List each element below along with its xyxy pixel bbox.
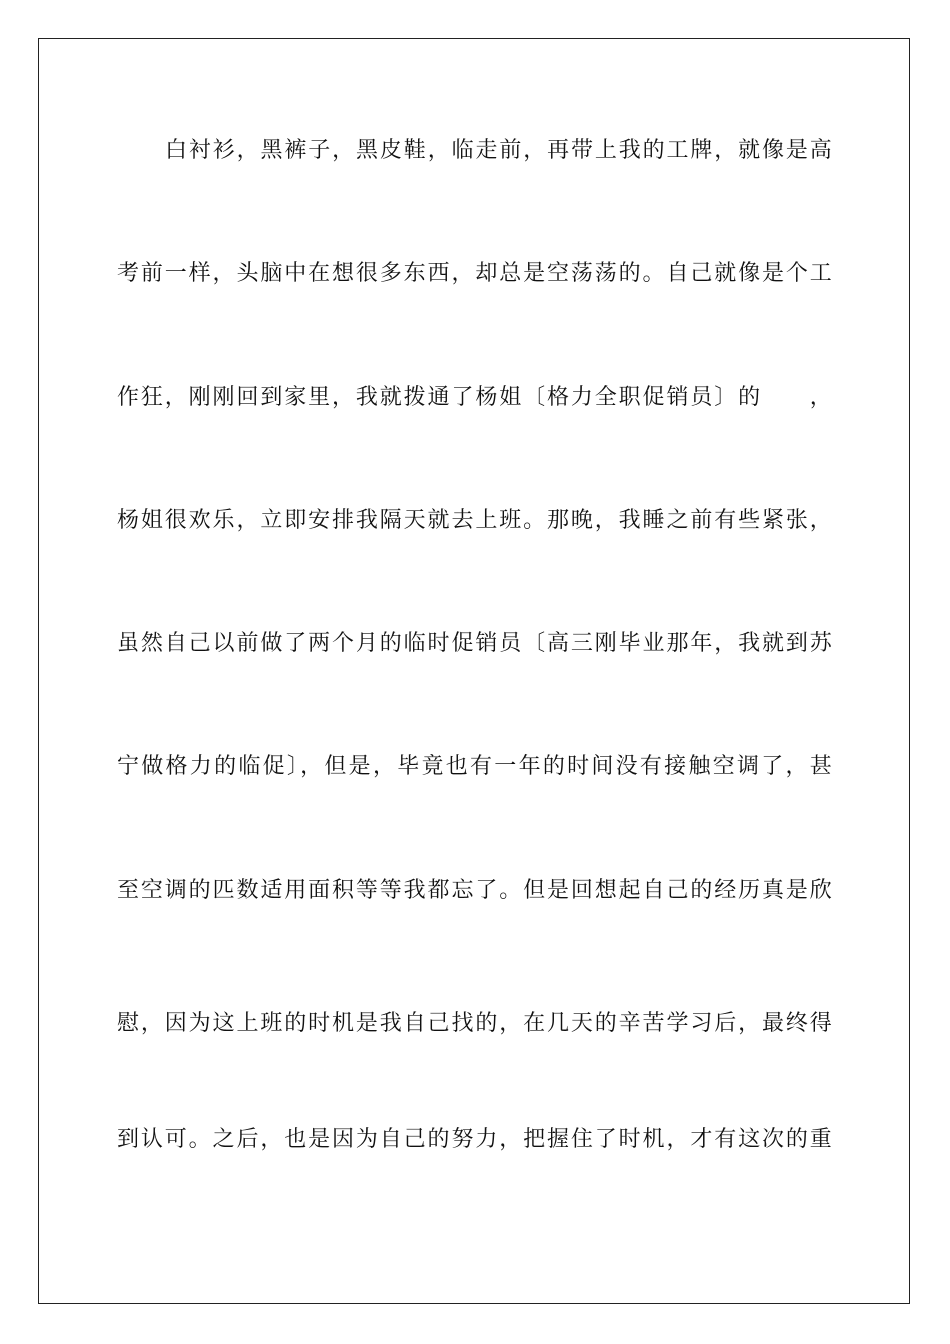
paragraph-line-7: 至空调的匹数适用面积等等我都忘了。但是回想起自己的经历真是欣	[117, 878, 833, 903]
paragraph-line-2: 考前一样，头脑中在想很多东西，却总是空荡荡的。自己就像是个工	[117, 261, 833, 286]
paragraph-line-3: 作狂，刚刚回到家里，我就拨通了杨姐〔格力全职促销员〕的 ，	[117, 385, 833, 410]
paragraph-line-9: 到认可。之后，也是因为自己的努力，把握住了时机，才有这次的重	[117, 1127, 833, 1152]
paragraph-line-5: 虽然自己以前做了两个月的临时促销员〔高三刚毕业那年，我就到苏	[117, 631, 833, 656]
paragraph-line-4: 杨姐很欢乐，立即安排我隔天就去上班。那晚，我睡之前有些紧张，	[117, 508, 833, 533]
page-frame	[38, 38, 910, 1304]
paragraph-line-8: 慰，因为这上班的时机是我自己找的，在几天的辛苦学习后，最终得	[117, 1011, 833, 1036]
paragraph-line-6: 宁做格力的临促〕，但是，毕竟也有一年的时间没有接触空调了，甚	[117, 754, 833, 779]
paragraph-line-1: 白衬衫，黑裤子，黑皮鞋，临走前，再带上我的工牌，就像是高	[165, 138, 833, 163]
